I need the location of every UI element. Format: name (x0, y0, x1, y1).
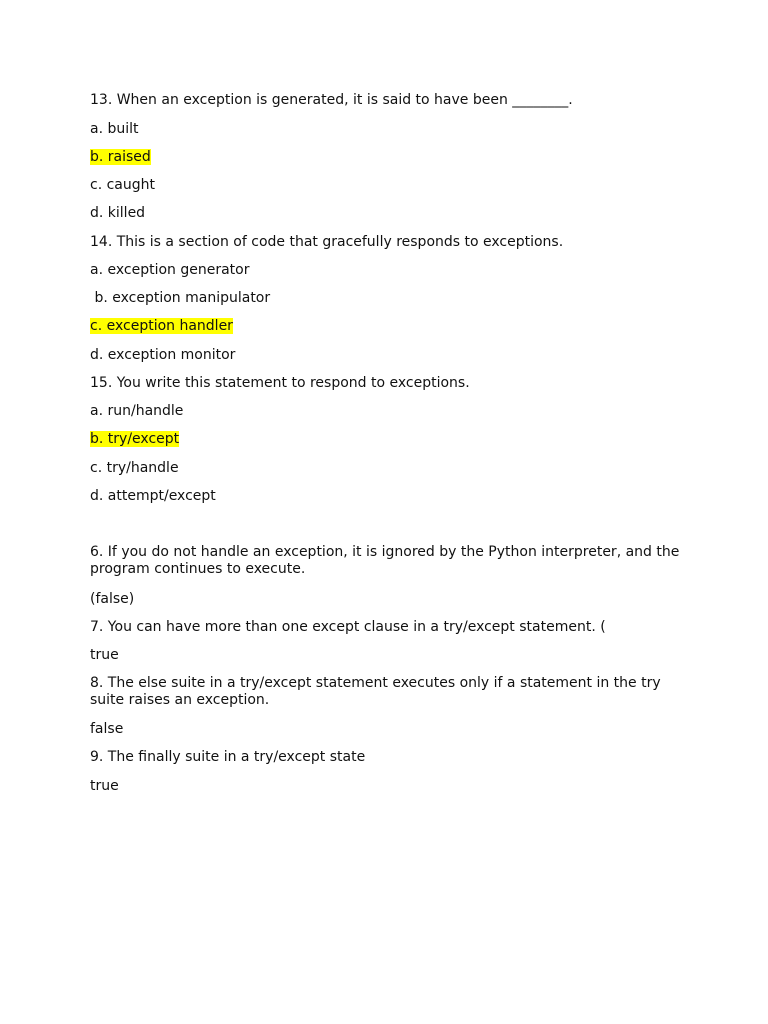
question-14-option-c (90, 318, 233, 335)
question-9-prompt: 9. The finally suite in a try/except state (90, 749, 366, 765)
question-15-option-b (90, 431, 179, 448)
question-7-prompt: 7. You can have more than one except clause in a try/except statement. ( (90, 619, 606, 635)
highlighted-answer: b. try/except (90, 431, 180, 447)
question-13-prompt: 13. When an exception is generated, it is said to have been ________. (90, 92, 573, 108)
highlighted-answer: c. exception handler (90, 318, 233, 334)
question-13-option-d: d. killed (90, 205, 146, 221)
question-14-prompt: 14. This is a section of code that gracefully responds to exceptions. (90, 234, 564, 250)
question-15-option-a: a. run/handle (90, 403, 184, 419)
question-15-option-c: c. try/handle (90, 460, 179, 476)
question-13-option-b (90, 149, 151, 166)
question-8-answer: false (90, 721, 124, 737)
question-9-answer: true (90, 778, 119, 794)
question-14-option-d: d. exception monitor (90, 347, 236, 363)
highlighted-answer: b. raised (90, 149, 151, 165)
question-7-answer: true (90, 647, 119, 663)
question-6-prompt: 6. If you do not handle an exception, it is ignored by the Python interpreter, and the program continues to execute. (90, 544, 680, 577)
question-15-prompt: 15. You write this statement to respond to exceptions. (90, 375, 470, 391)
question-13-option-a: a. built (90, 121, 139, 137)
question-14-option-b: b. exception manipulator (90, 290, 271, 306)
question-13-option-c: c. caught (90, 177, 155, 193)
question-8-prompt: 8. The else suite in a try/except statement executes only if a statement in the try suite raises an exception. (90, 675, 661, 708)
question-6-answer: (false) (90, 591, 135, 607)
question-15-option-d: d. attempt/except (90, 488, 216, 504)
question-14-option-a: a. exception generator (90, 262, 250, 278)
